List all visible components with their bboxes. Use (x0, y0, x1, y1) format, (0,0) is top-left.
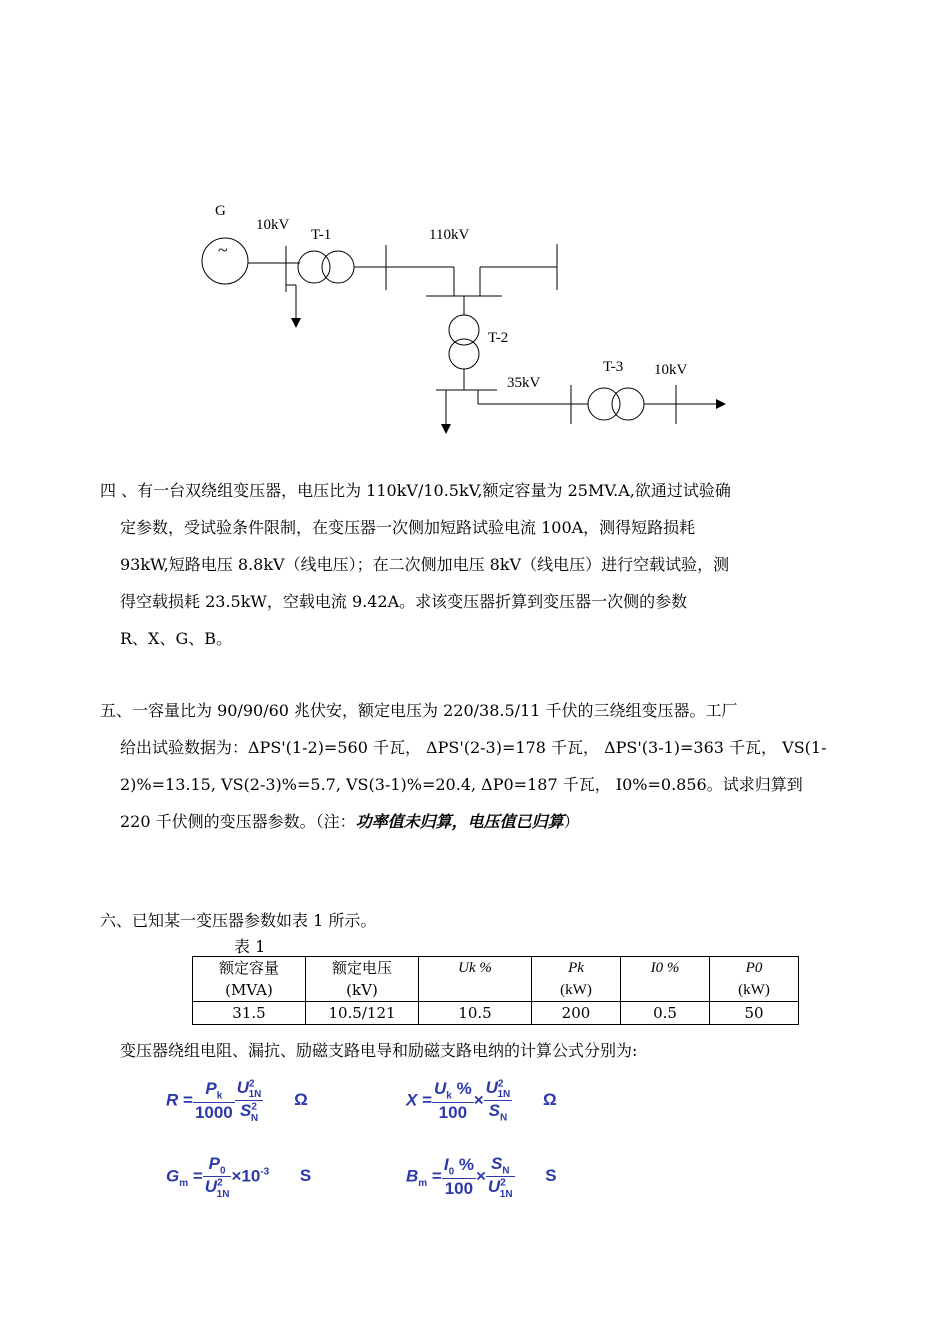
q5-line4 (100, 803, 845, 840)
formula-x: X = $\frac{U_k \%}{100}$ × $\frac{U^2_{1N}}{S_N}$ Ω (406, 1078, 557, 1124)
q5-line1: 五、一容量比为 90/90/60 兆伏安，额定电压为 220/38.5/11 千伏的三绕组变压器。工厂 (100, 701, 738, 720)
header-rated-capacity: 额定容量 (MVA) (193, 957, 306, 1002)
label-t2: T-2 (488, 330, 509, 346)
q4-line1: 四 、有一台双绕组变压器，电压比为 110kV/10.5kV,额定容量为 25MV.A,欲通过试验确 (100, 481, 731, 500)
formula-r: R = $\frac{P_k}{1000}$ $\frac{U^2_{1N}}{S^2_N}$ Ω (166, 1078, 308, 1124)
power-system-diagram (0, 0, 950, 450)
unit-ohm-r: Ω (294, 1090, 308, 1110)
transformer-t1-primary (298, 251, 330, 283)
q5-line4-prefix: 220 千伏侧的变压器参数。（注： (120, 812, 356, 831)
unit-siemens-b: S (545, 1166, 557, 1186)
q5-line2: 给出试验数据为：ΔPS'(1-2)=560 千瓦， ΔPS'(2-3)=178 千瓦， ΔPS'(3-1)=363 千瓦， VS(1- (120, 738, 827, 757)
formula-bm: $B_m$ = $\frac{I_0 \%}{100}$ × $\frac{S_N}{U^2_{1N}}$ S (406, 1154, 557, 1200)
q5-note: 功率值未归算，电压值已归算 (355, 812, 564, 831)
unit-ohm-x: Ω (543, 1090, 557, 1110)
header-pk: Pk (kW) (532, 957, 621, 1002)
formula-intro: 变压器绕组电阻、漏抗、励磁支路电导和励磁支路电纳的计算公式分别为: (120, 1041, 638, 1060)
formula-gm: $G_m$ = $\frac{P_0}{U^2_{1N}}$ $\times 10^{-3}$ S (166, 1154, 312, 1200)
q5-line4-suffix: ） (563, 812, 580, 831)
table-value-row (193, 1002, 799, 1025)
table-caption: 表 1 (234, 937, 266, 956)
unit-siemens-g: S (299, 1166, 312, 1186)
transformer-t3-secondary (612, 388, 644, 420)
header-uk: Uk % (419, 957, 532, 1002)
q5-line3: 2)%=13.15, VS(2-3)%=5.7, VS(3-1)%=20.4, ΔP0=187 千瓦， I0%=0.856。试求归算到 (120, 775, 803, 794)
label-t3: T-3 (603, 359, 624, 375)
table-header-row (193, 957, 799, 1002)
question-5 (100, 692, 845, 840)
q4-line3: 93kW,短路电压 8.8kV（线电压）；在二次侧加电压 8kV（线电压）进行空载试验，测 (120, 555, 730, 574)
load-arrow-right (716, 399, 726, 409)
transformer-t2-primary (449, 315, 479, 345)
transformer-t1-secondary (322, 251, 354, 283)
label-t1: T-1 (311, 227, 332, 243)
table-cell: 50 (710, 1002, 799, 1025)
label-g: G (215, 203, 226, 219)
load-arrow-35kv (441, 424, 451, 434)
label-110kv: 110kV (429, 227, 470, 243)
generator-tilde: ~ (218, 240, 228, 260)
header-rated-voltage: 额定电压 (kV) (306, 957, 419, 1002)
transformer-t2-secondary (449, 339, 479, 369)
question-4 (100, 472, 845, 657)
q4-line2: 定参数，受试验条件限制，在变压器一次侧加短路试验电流 100A，测得短路损耗 (120, 518, 696, 537)
header-i0: I0 % (621, 957, 710, 1002)
load-arrow-10kv (291, 318, 301, 328)
label-10kv-left: 10kV (256, 217, 290, 233)
q4-line4: 得空载损耗 23.5kW，空载电流 9.42A。求该变压器折算到变压器一次侧的参数 (120, 592, 688, 611)
q6-intro: 六、已知某一变压器参数如表 1 所示。 (100, 911, 377, 930)
label-10kv-right: 10kV (654, 362, 688, 378)
transformer-t3-primary (588, 388, 620, 420)
q4-line5: R、X、G、B。 (120, 629, 232, 648)
header-p0: P0 (kW) (710, 957, 799, 1002)
table-cell: 10.5/121 (306, 1002, 419, 1025)
label-35kv: 35kV (507, 375, 541, 391)
table-cell: 10.5 (419, 1002, 532, 1025)
transformer-params-table (192, 956, 799, 1025)
table-cell: 200 (532, 1002, 621, 1025)
table-cell: 31.5 (193, 1002, 306, 1025)
table-cell: 0.5 (621, 1002, 710, 1025)
